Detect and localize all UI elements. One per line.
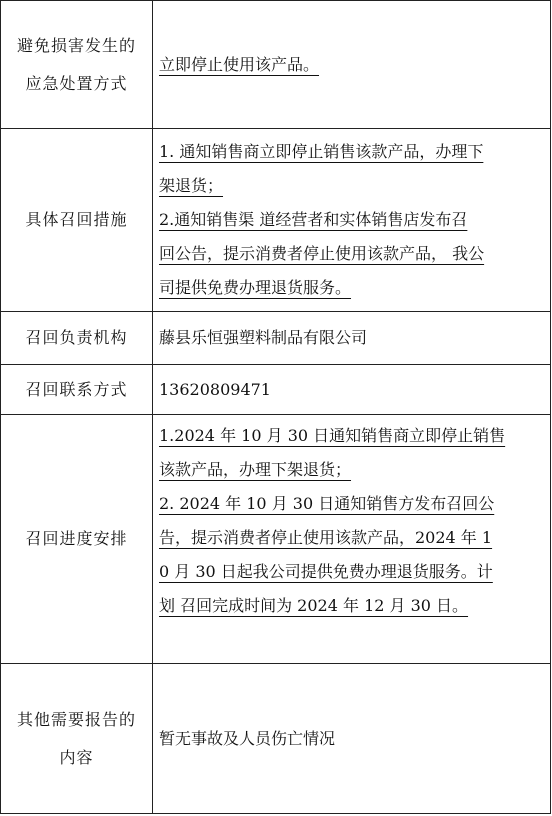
row-content — [153, 129, 551, 312]
row-content — [153, 664, 551, 814]
row-label-line: 召回联系方式 — [25, 379, 128, 399]
row-label — [1, 415, 153, 664]
row-label — [1, 129, 153, 312]
table-row-recall-schedule — [1, 415, 551, 664]
content-line: 1.2024 年 10 月 30 日通知销售商立即停止销售 — [159, 426, 506, 445]
content-line: 暂无事故及人员伤亡情况 — [159, 728, 336, 748]
row-label — [1, 1, 153, 129]
content-line: 该款产品，办理下架退货； — [159, 460, 352, 479]
row-content — [153, 415, 551, 664]
row-label — [1, 365, 153, 415]
content-line: 13620809471 — [159, 379, 271, 399]
table-row-contact — [1, 365, 551, 415]
row-content — [153, 312, 551, 365]
content-line: 0 月 30 日起我公司提供免费办理退货服务。计 — [159, 562, 493, 581]
row-content — [153, 365, 551, 415]
row-label-line: 具体召回措施 — [25, 210, 128, 229]
content-line: 划 召回完成时间为 2024 年 12 月 30 日。 — [159, 596, 469, 615]
row-label-line: 避免损害发生的 — [16, 35, 136, 55]
row-label-line: 召回进度安排 — [25, 529, 128, 548]
content-line: 回公告，提示消费者停止使用该款产品， 我公 — [159, 244, 485, 263]
row-label-line: 内容 — [59, 747, 94, 767]
row-content — [153, 1, 551, 129]
row-label — [1, 312, 153, 365]
table-row-other-report — [1, 664, 551, 814]
content-line: 立即停止使用该产品。 — [159, 54, 320, 74]
content-line: 2.通知销售渠 道经营者和实体销售店发布召 — [159, 210, 468, 229]
row-label-line: 应急处置方式 — [25, 73, 128, 93]
content-line: 2. 2024 年 10 月 30 日通知销售方发布召回公 — [159, 494, 495, 513]
content-line: 藤县乐恒强塑料制品有限公司 — [159, 328, 368, 347]
table-row-recall-measures — [1, 129, 551, 312]
content-line: 司提供免费办理退货服务。 — [159, 278, 352, 297]
table-row-responsible-org — [1, 312, 551, 365]
content-line: 告，提示消费者停止使用该款产品，2024 年 1 — [159, 528, 493, 547]
content-line: 1. 通知销售商立即停止销售该款产品，办理下 — [159, 142, 484, 161]
row-label — [1, 664, 153, 814]
row-label-line: 其他需要报告的 — [16, 709, 136, 729]
row-label-line: 召回负责机构 — [25, 328, 128, 347]
table-row-emergency-handling — [1, 1, 551, 129]
content-line: 架退货； — [159, 176, 224, 195]
